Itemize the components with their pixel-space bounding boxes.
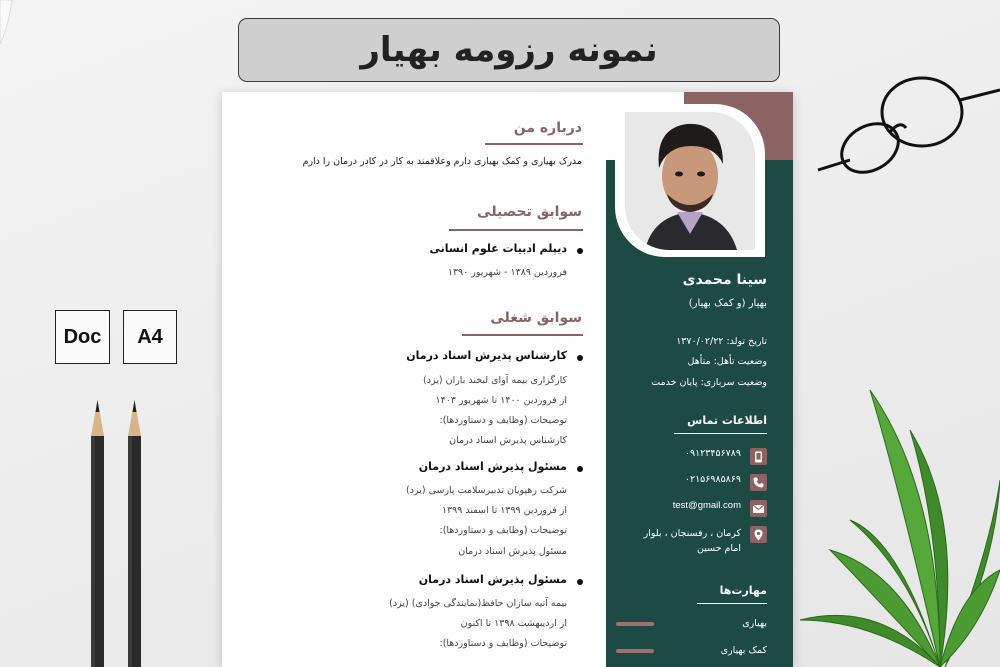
skills-heading: مهارت‌ها <box>719 584 767 597</box>
job-3-company: بیمه آتیه سازان حافظ(نمایندگی جوادی) (یزد) <box>389 598 567 609</box>
email-icon <box>750 500 767 517</box>
about-text: مدرک بهیاری و کمک بهیاری دارم وعلاقمند به کار در کادر درمان را دارم <box>302 156 582 167</box>
resume-page <box>222 92 793 667</box>
cup-decor <box>0 0 60 50</box>
format-tag-a4: A4 <box>123 310 177 364</box>
mobile-icon <box>750 448 767 465</box>
job-3-bullet <box>577 579 583 585</box>
skills-divider <box>697 603 767 604</box>
phone-icon <box>750 474 767 491</box>
contact-address <box>627 526 767 556</box>
contact-address-text: کرمان ، رفسنجان ، بلوار امام حسین <box>643 528 741 554</box>
about-heading: درباره من <box>513 120 582 136</box>
page-title: نمونه رزومه بهیار <box>238 18 780 82</box>
about-divider <box>485 143 583 145</box>
contact-phone-text: ۰۲۱۵۶۹۸۵۸۶۹ <box>684 474 741 485</box>
resume-name: سینا محمدی <box>682 272 767 288</box>
experience-divider <box>462 334 583 336</box>
job-2-duties: مسئول پذیرش اسناد درمان <box>458 546 567 557</box>
job-3-dates: از اردیبهشت ۱۳۹۸ تا اکنون <box>460 618 567 629</box>
contact-mobile <box>685 448 767 465</box>
pencil-right <box>126 400 143 667</box>
skill-1-name: بهیاری <box>742 618 767 629</box>
education-divider <box>449 229 583 231</box>
contact-email <box>673 500 767 517</box>
job-1-bullet <box>577 355 583 361</box>
skill-2-bar <box>616 649 654 653</box>
location-icon <box>750 526 767 543</box>
education-dates: فروردین ۱۳۸۹ - شهریور ۱۳۹۰ <box>447 267 567 278</box>
plant-decor <box>790 370 1000 667</box>
education-degree: دیپلم ادبیات علوم انسانی <box>429 242 567 255</box>
contact-heading: اطلاعات تماس <box>687 414 767 427</box>
education-bullet <box>577 248 583 254</box>
job-1-duties: کارشناس پذیرش اسناد درمان <box>449 435 567 446</box>
skill-1-bar <box>616 622 654 626</box>
job-1-dates: از فروردین ۱۴۰۰ تا شهریور ۱۴۰۳ <box>435 395 567 406</box>
marital-status: وضعیت تأهل: متأهل <box>687 356 767 367</box>
profile-photo <box>625 112 755 250</box>
job-2-dates: از فروردین ۱۳۹۹ تا اسفند ۱۳۹۹ <box>441 505 567 516</box>
photo-frame <box>615 104 765 257</box>
contact-mobile-text: ۰۹۱۲۳۴۵۶۷۸۹ <box>684 448 741 459</box>
skill-2-name: کمک بهیاری <box>720 645 767 656</box>
contact-divider <box>674 433 767 434</box>
job-2-company: شرکت رهپویان تدبیرسلامت پارسی (یزد) <box>406 485 567 496</box>
job-2-bullet <box>577 466 583 472</box>
format-tag-doc: Doc <box>55 310 110 364</box>
education-heading: سوابق تحصیلی <box>477 204 582 220</box>
birth-date: تاریخ تولد: ۱۳۷۰/۰۲/۲۲ <box>676 336 767 347</box>
job-1-duties-label: توضیحات (وظایف و دستاوردها): <box>439 415 567 426</box>
experience-heading: سوابق شغلی <box>490 310 582 326</box>
pencil-left <box>89 400 106 667</box>
contact-phone <box>685 474 767 491</box>
job-1-title: کارشناس پذیرش اسناد درمان <box>406 349 567 362</box>
resume-job-title: بهیار (و کمک بهیار) <box>688 298 767 309</box>
job-2-title: مسئول پذیرش اسناد درمان <box>418 460 567 473</box>
job-1-company: کارگزاری بیمه آوای لبخند باران (یزد) <box>423 375 567 386</box>
job-3-title: مسئول پذیرش اسناد درمان <box>418 573 567 586</box>
military-status: وضعیت سربازی: پایان خدمت <box>651 377 767 388</box>
contact-email-text: test@gmail.com <box>672 500 741 511</box>
job-3-duties-label: توضیحات (وظایف و دستاوردها): <box>439 638 567 649</box>
job-2-duties-label: توضیحات (وظایف و دستاوردها): <box>439 525 567 536</box>
glasses-decor <box>810 70 1000 190</box>
